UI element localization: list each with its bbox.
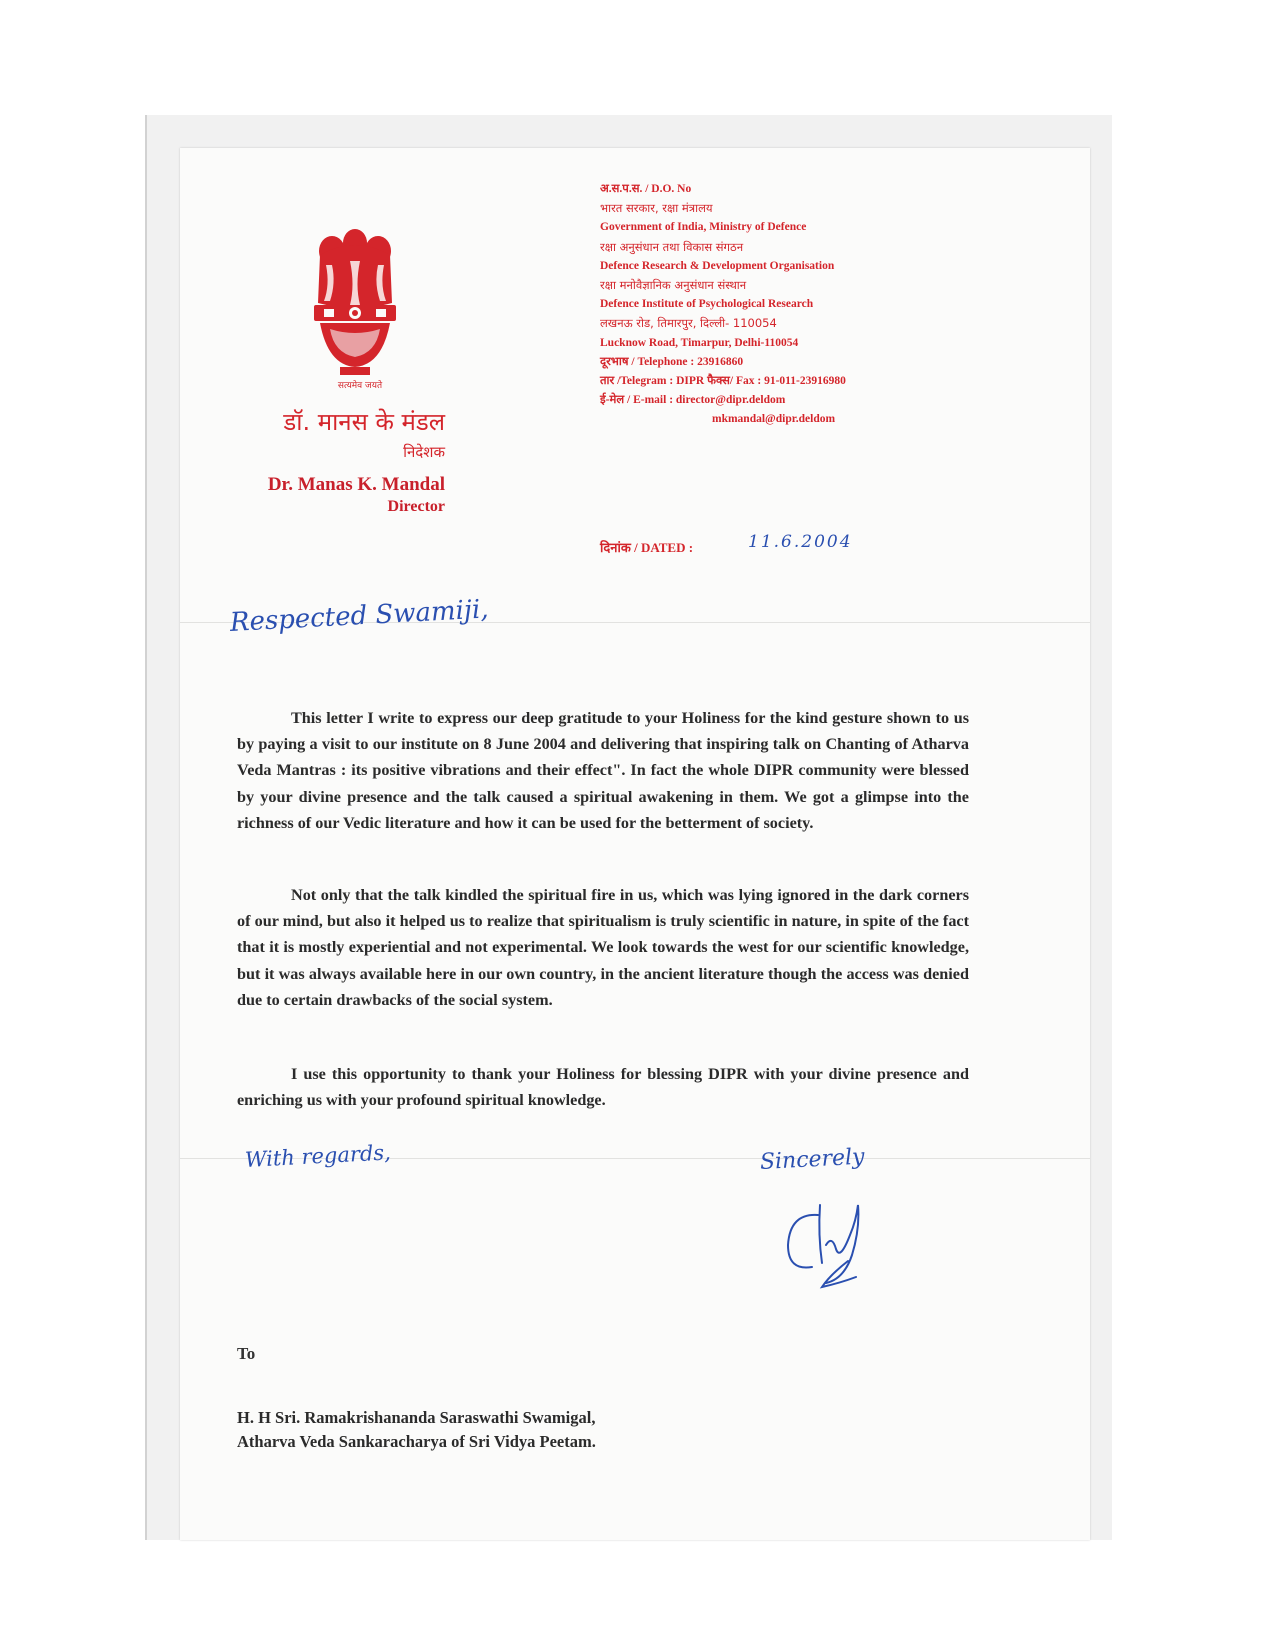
recipient-line: Atharva Veda Sankaracharya of Sri Vidya Peetam. [237,1432,596,1451]
address-hindi: लखनऊ रोड, तिमारपुर, दिल्ली- 110054 [600,316,777,331]
director-name-hindi: डॉ. मानस के मंडल [283,408,445,436]
director-name: Dr. Manas K. Mandal [267,474,445,495]
telephone: दूरभाष / Telephone : 23916860 [600,355,744,368]
drdo-hindi: रक्षा अनुसंधान तथा विकास संगठन [600,239,744,254]
recipient-line: H. H Sri. Ramakrishananda Saraswathi Swamigal, [237,1408,596,1427]
national-emblem-icon [300,225,410,395]
telegram-fax: तार /Telegram : DIPR फैक्स/ Fax : 91-011-23916980 [600,374,846,387]
drdo-english: Defence Research & Development Organisation [600,259,835,272]
signature-mark [760,1175,900,1295]
govt-english: Government of India, Ministry of Defence [600,221,807,234]
to-label: To [237,1344,256,1363]
director-title-hindi: निदेशक [403,443,445,461]
closing-regards: With regards, [244,1140,392,1172]
body-paragraph: This letter I write to express our deep gratitude to your Holiness for the kind gesture shown to us by paying a visit to our institute on 8 June 2004 and delivering that inspiring talk on Chanting of Atharva Veda Mantras : its positive vibrations and their effect". In fact the whole DIPR community were blessed by your divine presence and the talk caused a spiritual awakening in them. We got a glimpse into the richness of our Vedic literature and how it can be used for the betterment of society. [237,709,969,832]
dated-label: दिनांक / DATED : [600,540,694,555]
email-secondary: mkmandal@dipr.deldom [712,413,836,426]
recipient-block [237,1406,596,1454]
institute-hindi: रक्षा मनोवैज्ञानिक अनुसंधान संस्थान [600,277,747,292]
salutation: Respected Swamiji, [229,594,490,638]
address-english: Lucknow Road, Timarpur, Delhi-110054 [600,336,799,349]
institute-english: Defence Institute of Psychological Research [600,298,814,311]
do-number: अ.स.प.स. / D.O. No [600,183,692,195]
email-primary: ई-मेल / E-mail : director@dipr.deldom [600,394,786,407]
closing-sincerely: Sincerely [759,1144,866,1175]
body-paragraph: Not only that the talk kindled the spiritual fire in us, which was lying ignored in the dark corners of our mind, but also it helped us to realize that spiritualism is truly scientific in nature, in spite of the fact that it is mostly experiential and not experimental. We look towards the west for our scientific knowledge, but it was always available here in our own country, in the ancient literature though the access was denied due to certain drawbacks of the social system. [237,886,969,1009]
body-paragraph: I use this opportunity to thank your Holiness for blessing DIPR with your divine presence and enriching us with your profound spiritual knowledge. [237,1065,969,1110]
director-title: Director [387,498,445,515]
emblem-motto: सत्यमेव जयते [337,381,383,391]
dated-value: 11.6.2004 [748,532,853,552]
letterhead-address-block [600,180,970,429]
govt-hindi: भारत सरकार, रक्षा मंत्रालय [600,201,713,216]
